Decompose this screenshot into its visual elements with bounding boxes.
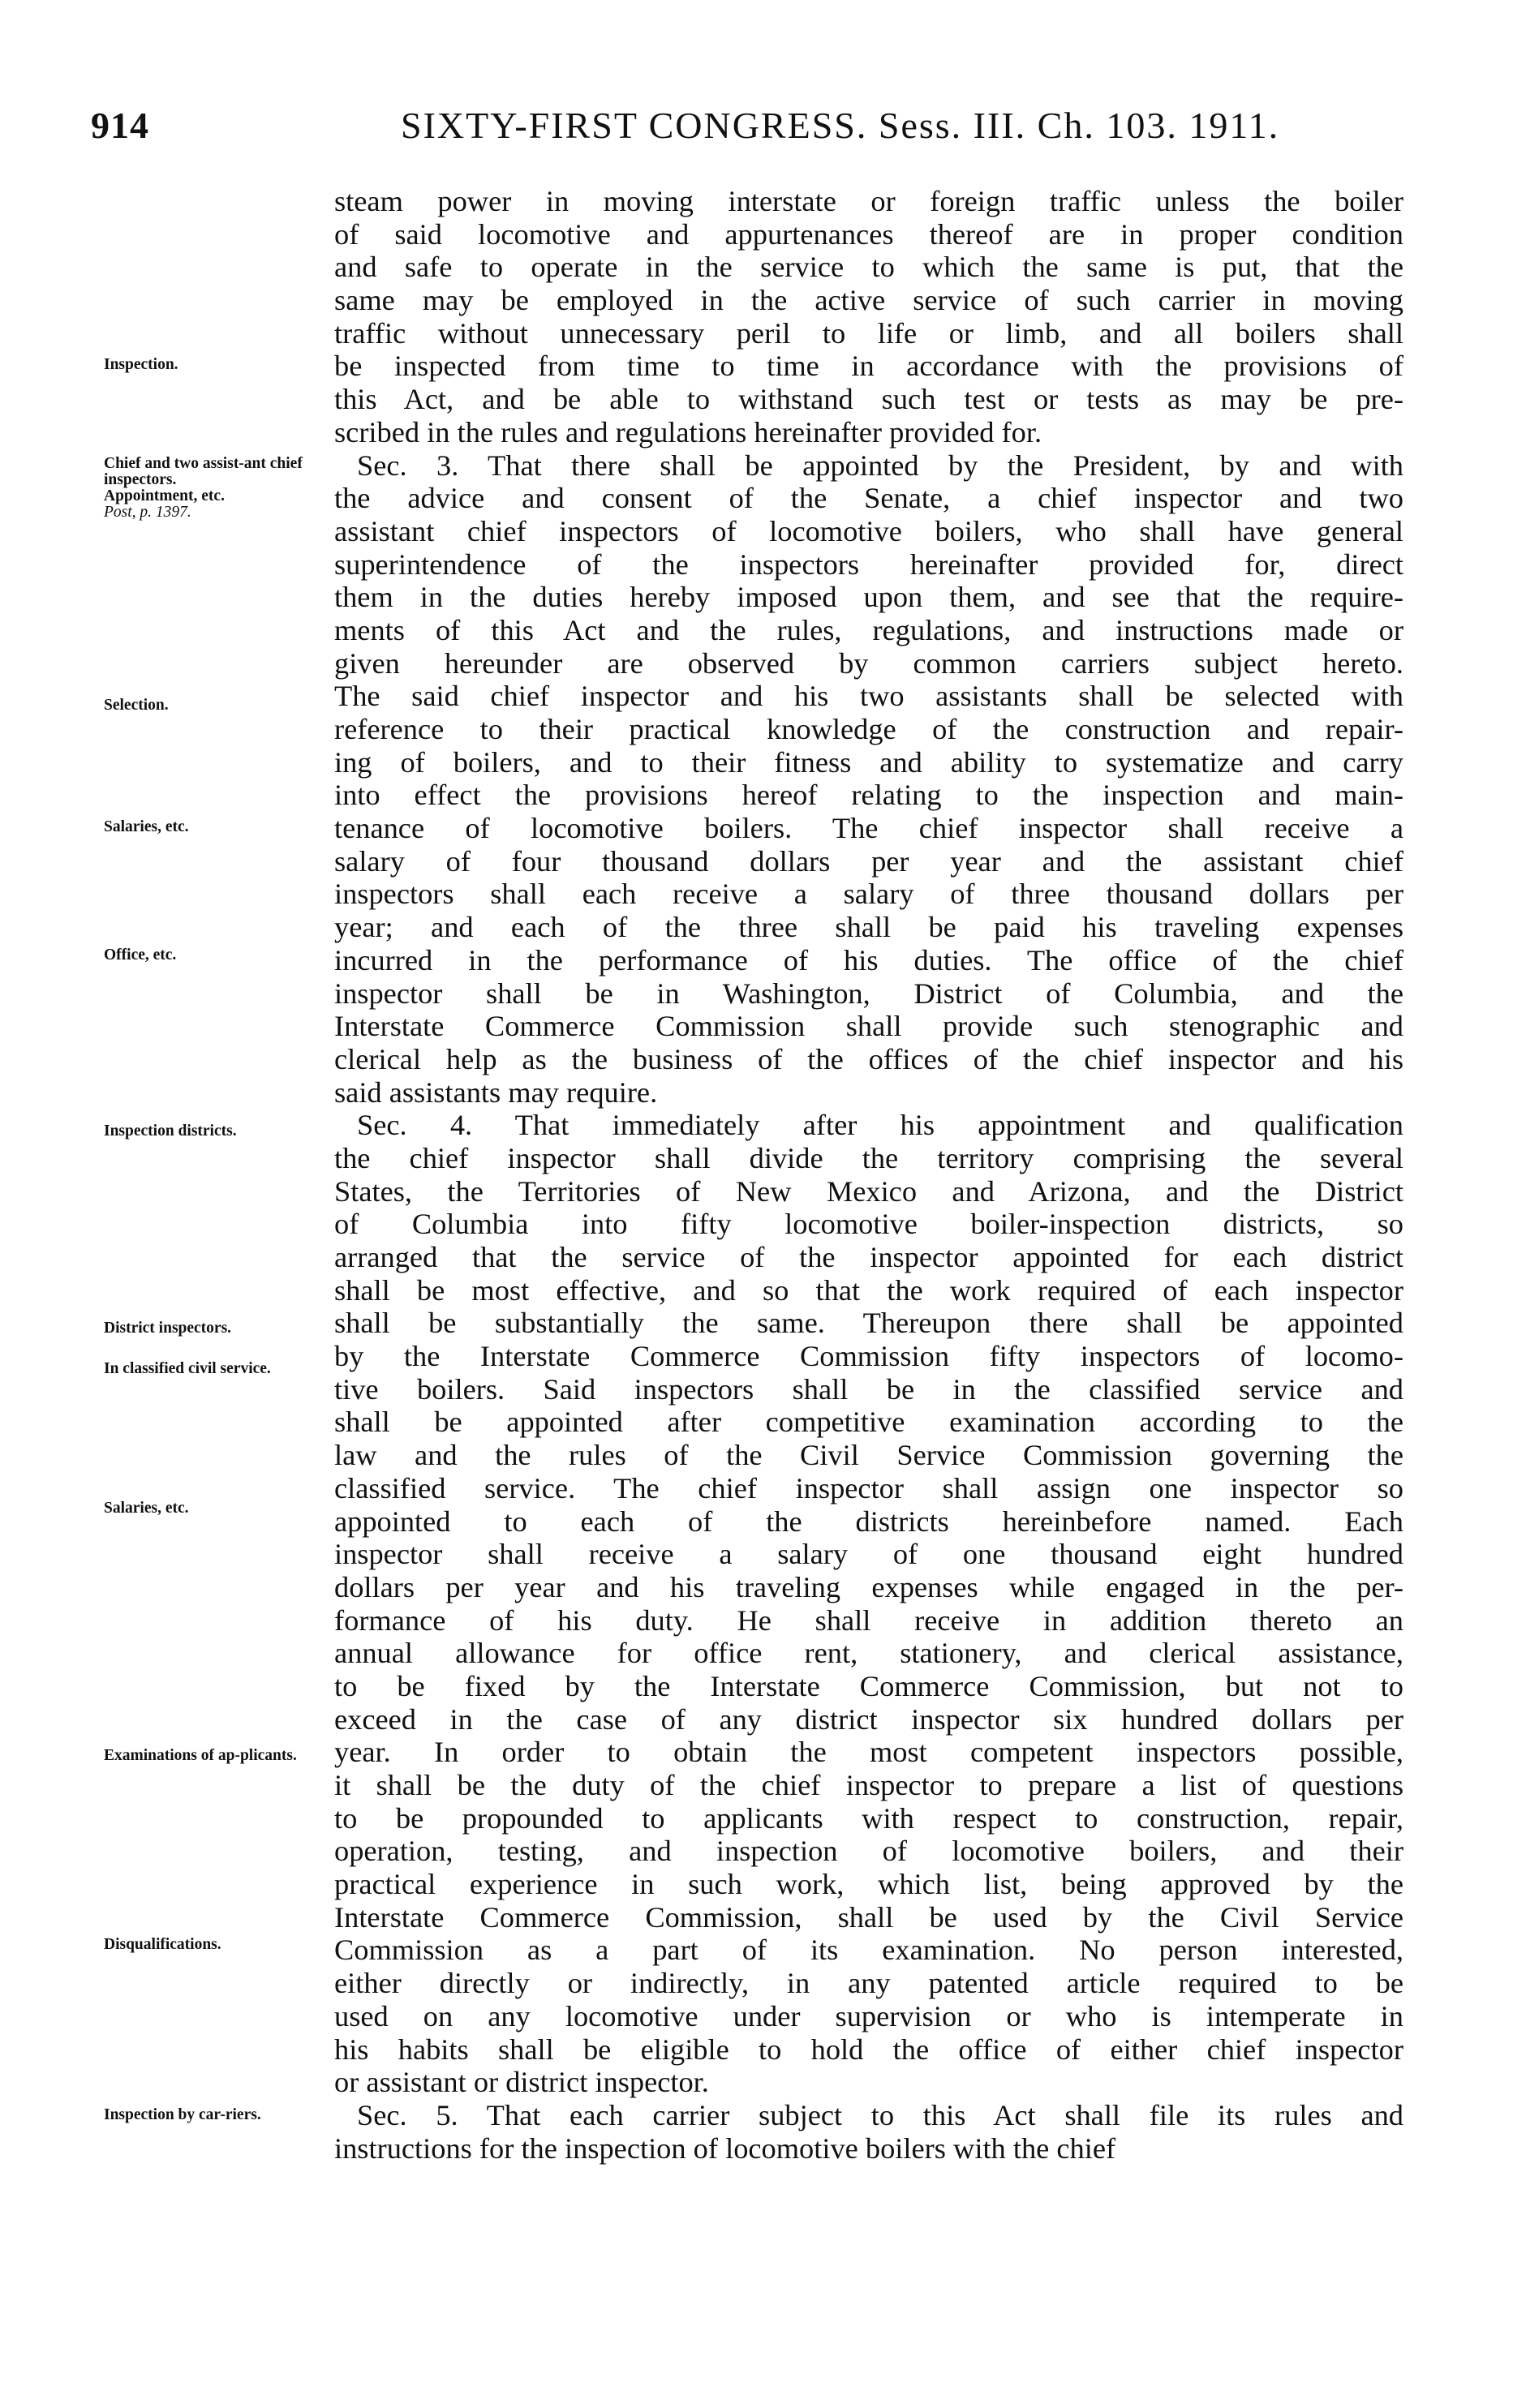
- margin-note-reference: Post, p. 1397.: [104, 504, 191, 521]
- text-line: or assistant or district inspector.: [334, 2066, 709, 2099]
- text-line: inspector shall be in Washington, District of Columbia, and the: [334, 977, 1403, 1010]
- text-line: law and the rules of the Civil Service Commission governing the: [334, 1439, 1403, 1472]
- text-line: to be propounded to applicants with respect to construction, repair,: [334, 1801, 1403, 1835]
- text-line: classified service. The chief inspector shall assign one inspector so: [334, 1471, 1403, 1504]
- text-line: practical experience in such work, which list, being approved by the: [334, 1868, 1403, 1901]
- text-line: dollars per year and his traveling expenses while engaged in the per-: [334, 1570, 1403, 1603]
- margin-note-inspection-districts: Inspection districts.: [104, 1122, 237, 1140]
- text-line: year. In order to obtain the most competent inspectors possible,: [334, 1736, 1403, 1769]
- text-line: the chief inspector shall divide the territory comprising the several: [334, 1141, 1403, 1174]
- text-line: salary of four thousand dollars per year and the assistant chief: [334, 844, 1403, 878]
- margin-note-chief-inspectors: Chief and two assist-ant chief inspectors. Appointment, etc. Post, p. 1397.: [104, 456, 347, 521]
- section-5-start: Sec. 5. That each carrier subject to this Act shall file its rules and: [357, 2098, 1403, 2131]
- section-4-start: Sec. 4. That immediately after his appointment and qualification: [357, 1109, 1403, 1142]
- text-line: superintendence of the inspectors hereinafter provided for, direct: [334, 547, 1403, 581]
- text-line: shall be appointed after competitive examination according to the: [334, 1406, 1403, 1439]
- text-line: this Act, and be able to withstand such test or tests as may be pre-: [334, 383, 1403, 416]
- margin-note-salaries: Salaries, etc.: [104, 818, 189, 835]
- text-line: tive boilers. Said inspectors shall be in the classified service and: [334, 1372, 1403, 1406]
- margin-note-appointment: Appointment, etc.: [104, 487, 225, 504]
- text-line: be inspected from time to time in accordance with the provisions of: [334, 350, 1403, 383]
- text-line: appointed to each of the districts hereinbefore named. Each: [334, 1504, 1403, 1538]
- text-line: inspectors shall each receive a salary of three thousand dollars per: [334, 878, 1403, 911]
- text-line: incurred in the performance of his duties. The office of the chief: [334, 943, 1403, 977]
- text-line: same may be employed in the active service of such carrier in moving: [334, 284, 1403, 317]
- text-line: scribed in the rules and regulations hereinafter provided for.: [334, 415, 1042, 449]
- text-line: used on any locomotive under supervision or who is intemperate in: [334, 1999, 1403, 2032]
- text-line: States, the Territories of New Mexico and Arizona, and the District: [334, 1174, 1403, 1208]
- section-3-start: Sec. 3. That there shall be appointed by the President, by and with: [357, 449, 1403, 482]
- text-line: shall be most effective, and so that the work required of each inspector: [334, 1273, 1403, 1307]
- text-line: them in the duties hereby imposed upon them, and see that the require-: [334, 581, 1403, 614]
- text-line: by the Interstate Commerce Commission fifty inspectors of locomo-: [334, 1340, 1403, 1373]
- margin-note-examinations: Examinations of ap-plicants.: [104, 1747, 297, 1764]
- text-line: assistant chief inspectors of locomotive boilers, who shall have general: [334, 514, 1403, 547]
- margin-note-inspection: Inspection.: [104, 356, 178, 373]
- text-line: shall be substantially the same. Thereupon there shall be appointed: [334, 1307, 1403, 1340]
- margin-note-district-inspectors: District inspectors.: [104, 1320, 232, 1337]
- text-line: into effect the provisions hereof relating to the inspection and main-: [334, 779, 1403, 812]
- text-line: to be fixed by the Interstate Commerce Commission, but not to: [334, 1669, 1403, 1702]
- margin-note-selection: Selection.: [104, 697, 169, 714]
- text-line: operation, testing, and inspection of locomotive boilers, and their: [334, 1835, 1403, 1868]
- margin-note-disqualifications: Disqualifications.: [104, 1936, 221, 1953]
- text-line: traffic without unnecessary peril to life or limb, and all boilers shall: [334, 316, 1403, 350]
- text-line: of said locomotive and appurtenances thereof are in proper condition: [334, 217, 1403, 251]
- text-line: exceed in the case of any district inspector six hundred dollars per: [334, 1702, 1403, 1736]
- text-line: Commission as a part of its examination. No person interested,: [334, 1934, 1403, 1967]
- body-text: [334, 185, 1403, 2165]
- text-line: instructions for the inspection of locomotive boilers with the chief: [334, 2131, 1116, 2165]
- text-line: year; and each of the three shall be paid his traveling expenses: [334, 911, 1403, 944]
- page-number: 914: [91, 105, 149, 146]
- text-line: and safe to operate in the service to which the same is put, that the: [334, 251, 1403, 284]
- text-line: arranged that the service of the inspector appointed for each district: [334, 1241, 1403, 1273]
- text-line: Interstate Commerce Commission shall provide such stenographic and: [334, 1010, 1403, 1043]
- text-line: annual allowance for office rent, stationery, and clerical assistance,: [334, 1637, 1403, 1670]
- margin-notes: [0, 0, 325, 2408]
- text-line: The said chief inspector and his two assistants shall be selected with: [334, 680, 1403, 713]
- text-line: it shall be the duty of the chief inspector to prepare a list of questions: [334, 1769, 1403, 1801]
- text-line: reference to their practical knowledge of the construction and repair-: [334, 713, 1403, 745]
- text-line: clerical help as the business of the offices of the chief inspector and his: [334, 1042, 1403, 1075]
- text-line: formance of his duty. He shall receive in addition thereto an: [334, 1603, 1403, 1637]
- margin-note-salaries-2: Salaries, etc.: [104, 1500, 189, 1517]
- text-line: given hereunder are observed by common carriers subject hereto.: [334, 646, 1403, 680]
- text-line: of Columbia into fifty locomotive boiler-inspection districts, so: [334, 1208, 1403, 1241]
- text-line: inspector shall receive a salary of one thousand eight hundred: [334, 1538, 1403, 1571]
- text-line: tenance of locomotive boilers. The chief inspector shall receive a: [334, 812, 1403, 845]
- text-line: either directly or indirectly, in any patented article required to be: [334, 1967, 1403, 2000]
- text-line: his habits shall be eligible to hold the office of either chief inspector: [334, 2032, 1403, 2066]
- text-line: said assistants may require.: [334, 1075, 658, 1109]
- margin-note-office: Office, etc.: [104, 946, 177, 964]
- text-line: the advice and consent of the Senate, a chief inspector and two: [334, 482, 1403, 515]
- text-line: Interstate Commerce Commission, shall be used by the Civil Service: [334, 1900, 1403, 1934]
- text-line: steam power in moving interstate or foreign traffic unless the boiler: [334, 185, 1403, 217]
- margin-note-inspection-by-carriers: Inspection by car-riers.: [104, 2106, 261, 2123]
- text-line: ments of this Act and the rules, regulations, and instructions made or: [334, 613, 1403, 646]
- text-line: ing of boilers, and to their fitness and ability to systematize and carry: [334, 745, 1403, 779]
- running-head: SIXTY-FIRST CONGRESS. Sess. III. Ch. 103. 1911.: [401, 105, 1280, 146]
- margin-note-classified-service: In classified civil service.: [104, 1360, 271, 1377]
